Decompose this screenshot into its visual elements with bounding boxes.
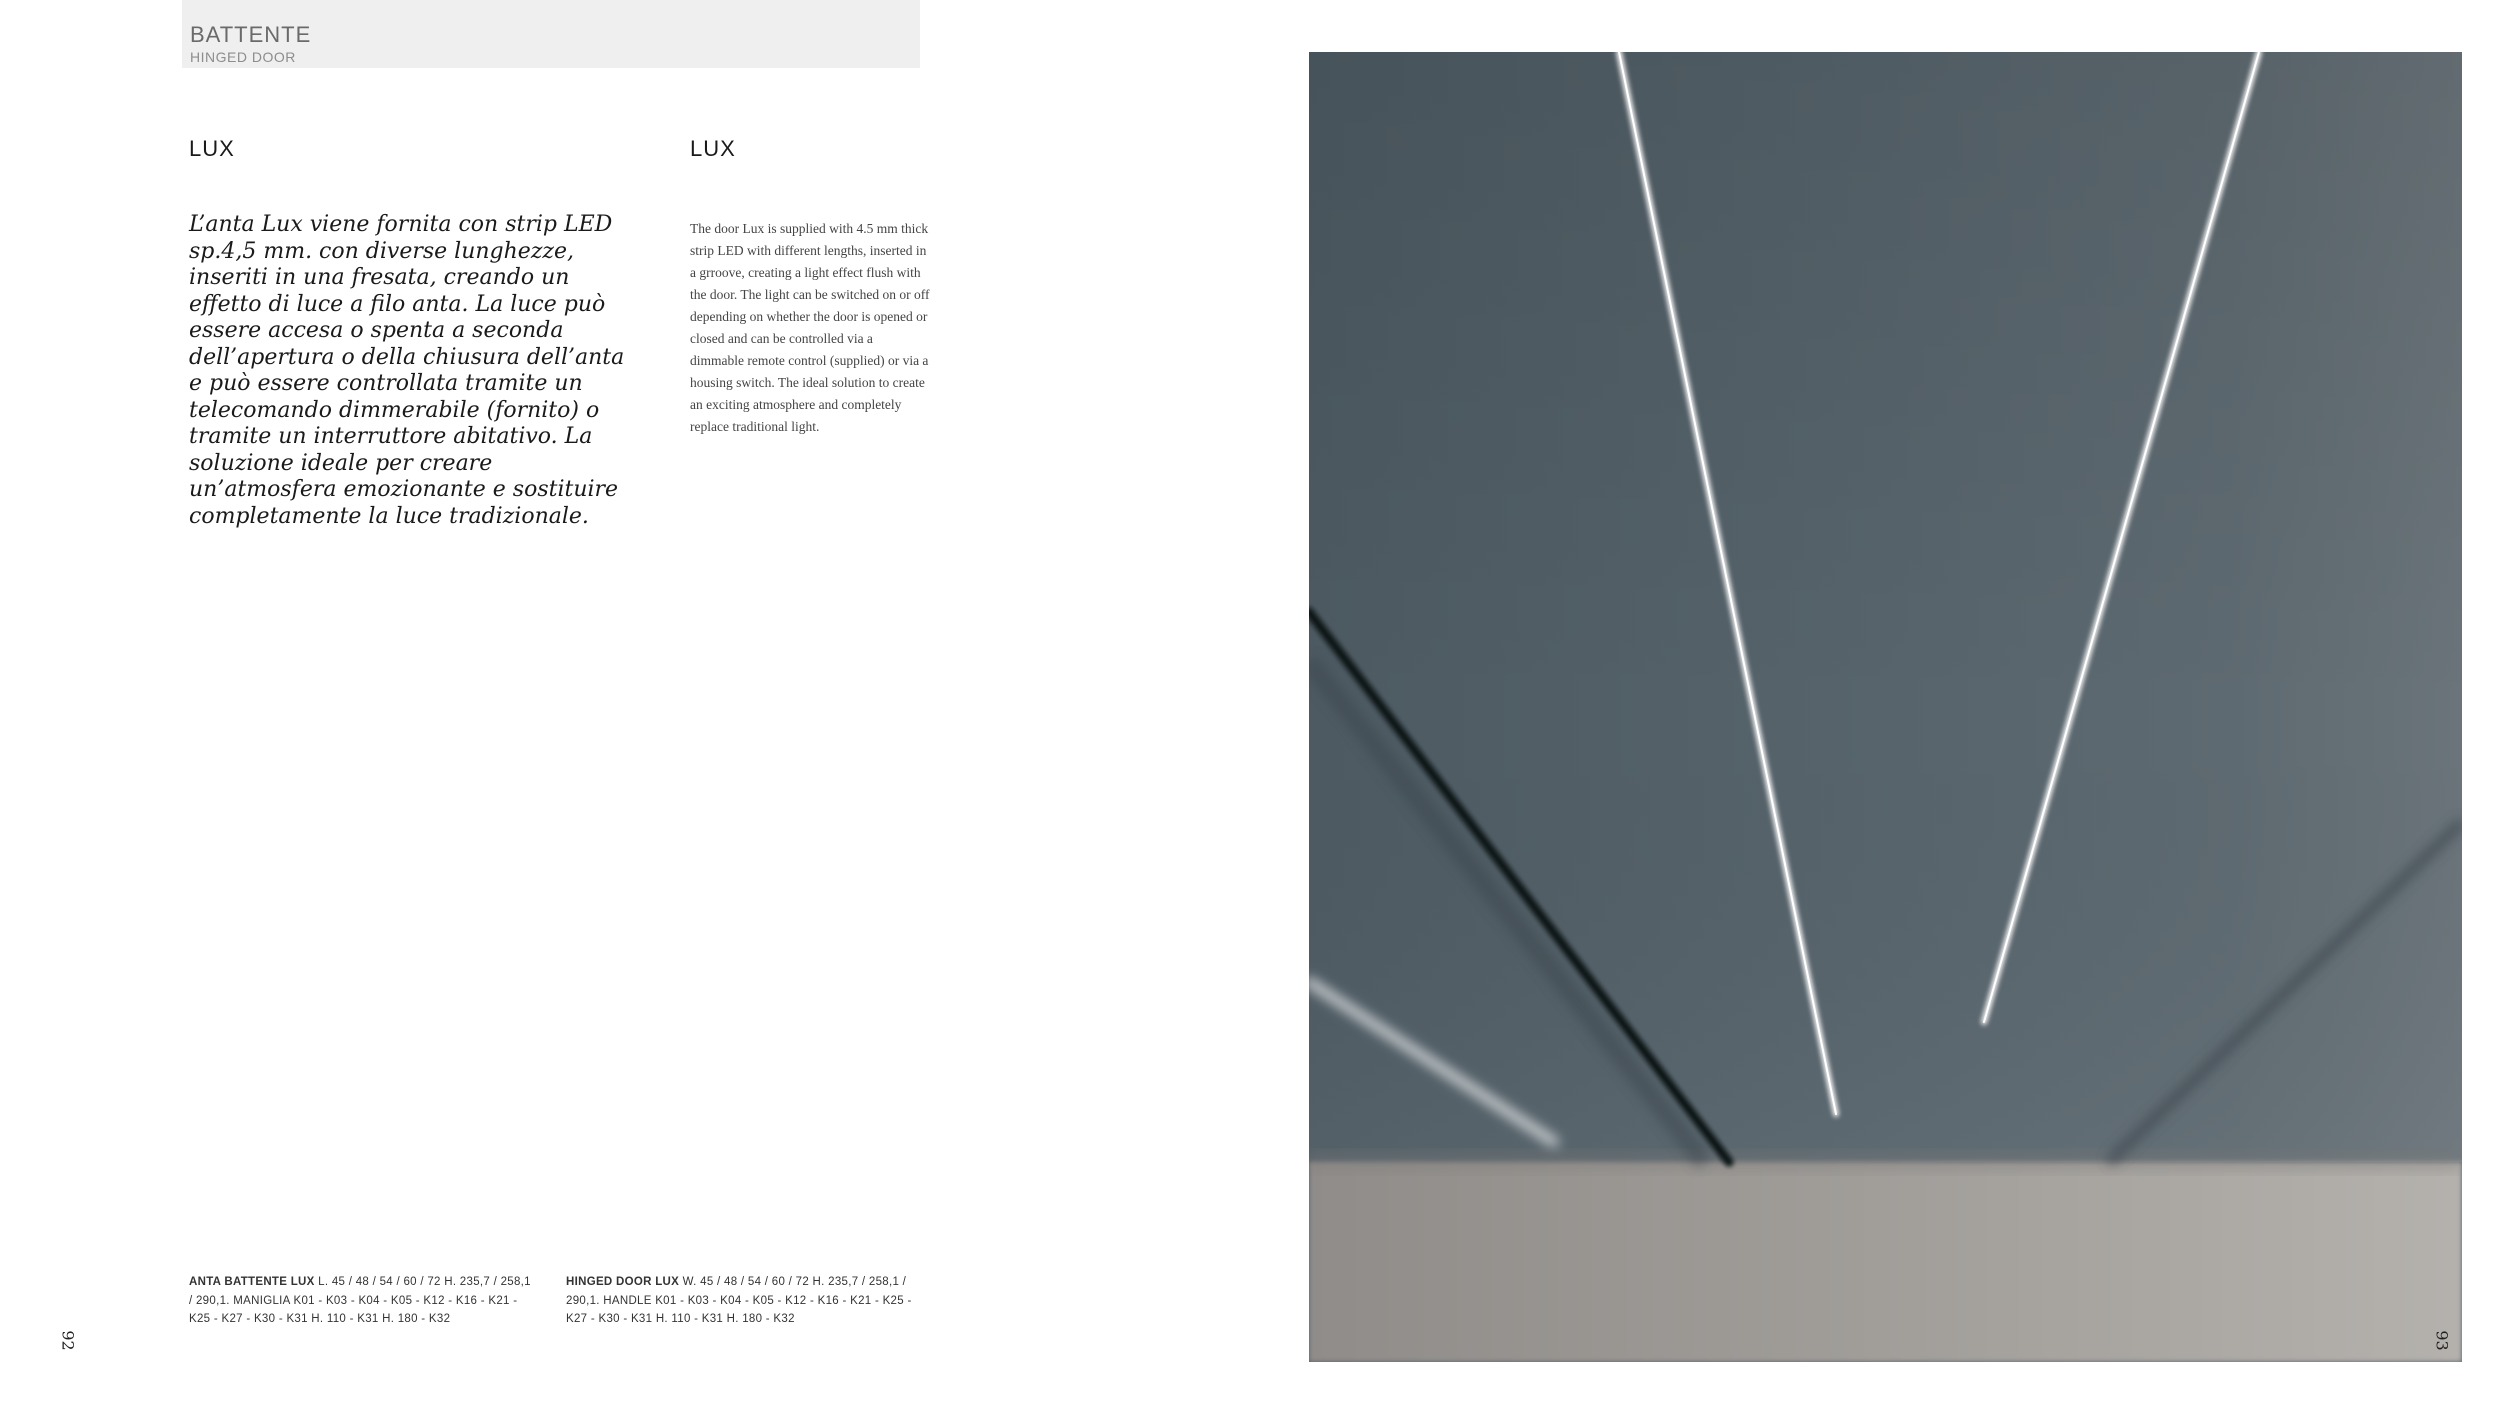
page-number-right: 93 [2432, 1330, 2452, 1351]
italian-spec [189, 1273, 535, 1329]
english-spec-text: W. 45 / 48 / 54 / 60 / 72 H. 235,7 / 258,1 / 290,1. HANDLE K01 - K03 - K04 - K05 - K12 - K16 - K21 - K25 - K27 - K30 - K31 H. 110 - K31 H. 180 - K32 [566, 1276, 912, 1325]
header-tab [182, 0, 920, 68]
section-title: BATTENTE [190, 22, 312, 47]
door-photo [1309, 52, 2462, 1362]
english-description: The door Lux is supplied with 4.5 mm thick strip LED with different lengths, inserted in a grroove, creating a light effect flush with the door. The light can be switched on or off depending on whether the door is opened or closed and can be controlled via a dimmable remote control (supplied) or via a housing switch. The ideal solution to create an exciting atmosphere and completely replace traditional light. [690, 221, 930, 434]
english-spec-label: HINGED DOOR LUX [566, 1276, 680, 1288]
english-heading: LUX [690, 136, 736, 161]
italian-heading: LUX [189, 136, 235, 161]
floor [1309, 1162, 2462, 1362]
italian-spec-text: L. 45 / 48 / 54 / 60 / 72 H. 235,7 / 258,1 / 290,1. MANIGLIA K01 - K03 - K04 - K05 - K12 - K16 - K21 - K25 - K27 - K30 - K31 H. 110 - K31 H. 180 - K32 [189, 1276, 531, 1325]
italian-spec-label: ANTA BATTENTE LUX [189, 1276, 315, 1288]
page-number-left: 92 [58, 1330, 78, 1351]
section-subtitle: HINGED DOOR [190, 49, 296, 65]
italian-description: L’anta Lux viene fornita con strip LED sp.4,5 mm. con diverse lunghezze, inseriti in una fresata, creando un effetto di luce a filo anta. La luce può essere accesa o spenta a seconda dell’apertura o della chiusura dell’anta e può essere controllata tramite un telecomando dimmerabile (fornito) o tramite un interruttore abitativo. La soluzione ideale per creare un’atmosfera emozionante e sostituire completamente la luce tradizionale. [189, 212, 625, 529]
english-spec [566, 1273, 926, 1329]
